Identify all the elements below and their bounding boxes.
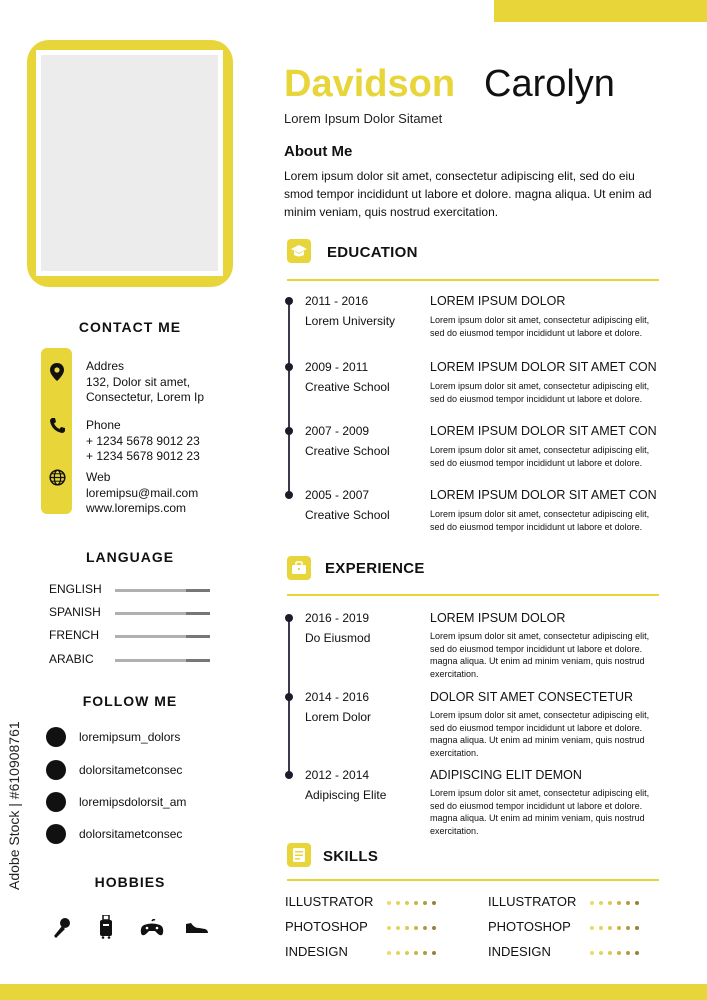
social-handle: dolorsitametconsec: [79, 827, 183, 841]
experience-description: Lorem ipsum dolor sit amet, consectetur adipiscing elit, sed do eiusmod tempor incididunt ut labore et dolore. magna aliqua. Ut enim ad minim veniam, quis nostrud exercitation.: [430, 788, 650, 836]
timeline-dot: [285, 693, 293, 701]
skill-dot: [599, 926, 603, 930]
skill-rating: [387, 951, 436, 955]
social-icon: [46, 760, 66, 780]
social-icon: [46, 727, 66, 747]
phone-icon: [48, 416, 66, 434]
experience-years: 2014 - 2016: [305, 690, 370, 704]
briefcase-icon: [287, 556, 311, 580]
skill-dot: [608, 901, 612, 905]
language-level-fill: [115, 659, 186, 662]
contact-heading: CONTACT ME: [78, 319, 182, 335]
education-rule: [287, 279, 659, 281]
skill-dot: [423, 951, 427, 955]
skills-notepad-icon: [287, 843, 311, 867]
experience-description: Lorem ipsum dolor sit amet, consectetur adipiscing elit, sed do eiusmod tempor incididunt ut labore et dolore. magna aliqua. Ut enim ad minim veniam, quis nostrud exercitation.: [430, 631, 650, 679]
skill-name: PHOTOSHOP: [285, 919, 368, 934]
skill-dot: [590, 901, 594, 905]
last-name: Carolyn: [484, 63, 615, 105]
language-level-bar: [115, 659, 210, 662]
language-level-end: [186, 612, 210, 615]
skill-dot: [617, 926, 621, 930]
language-level-end: [186, 635, 210, 638]
language-level-fill: [115, 612, 186, 615]
skill-dot: [414, 951, 418, 955]
timeline-dot: [285, 614, 293, 622]
about-heading: About Me: [284, 143, 353, 160]
graduation-cap-icon: [287, 239, 311, 263]
skill-dot: [635, 951, 639, 955]
skill-dot: [387, 926, 391, 930]
profile-photo-placeholder: [41, 55, 218, 271]
experience-title: ADIPISCING ELIT DEMON: [430, 768, 582, 782]
first-name: Davidson: [284, 63, 456, 105]
skill-rating: [590, 951, 639, 955]
location-pin-icon: [48, 363, 66, 381]
skill-dot: [396, 901, 400, 905]
hobbies-heading: HOBBIES: [94, 874, 166, 890]
experience-years: 2016 - 2019: [305, 611, 370, 625]
gamepad-icon: [140, 919, 164, 942]
skill-dot: [635, 926, 639, 930]
skill-rating: [590, 901, 639, 905]
skill-rating: [387, 901, 436, 905]
education-years: 2005 - 2007: [305, 488, 370, 502]
contact-line: + 1234 5678 9012 23: [86, 433, 200, 448]
education-title: LOREM IPSUM DOLOR SIT AMET CON: [430, 424, 657, 438]
education-title: LOREM IPSUM DOLOR: [430, 294, 566, 308]
education-heading: EDUCATION: [327, 244, 418, 261]
skill-dot: [608, 926, 612, 930]
skill-dot: [617, 901, 621, 905]
skill-rating: [387, 926, 436, 930]
skill-dot: [405, 951, 409, 955]
job-subtitle: Lorem Ipsum Dolor Sitamet: [284, 111, 443, 126]
skill-dot: [590, 926, 594, 930]
skill-name: ILLUSTRATOR: [285, 894, 374, 909]
experience-company: Adipiscing Elite: [305, 788, 387, 802]
contact-line: Phone: [86, 418, 121, 432]
stock-watermark: Adobe Stock | #610908761: [6, 721, 22, 890]
timeline-dot: [285, 297, 293, 305]
skill-dot: [599, 901, 603, 905]
experience-title: DOLOR SIT AMET CONSECTETUR: [430, 690, 634, 704]
bottom-accent-bar: [0, 984, 707, 1000]
skill-dot: [396, 926, 400, 930]
microphone-icon: [52, 917, 72, 944]
contact-line: Consectetur, Lorem Ip: [86, 390, 205, 404]
skill-dot: [423, 926, 427, 930]
contact-line: Web: [86, 470, 111, 484]
about-text: Lorem ipsum dolor sit amet, consectetur adipiscing elit, sed do eiu smod tempor incididunt ut labore et dolore. magna aliqua. Ut enim ad minim veniam, quis nostrud exercitation.: [284, 169, 652, 219]
language-level-bar: [115, 612, 210, 615]
education-institution: Creative School: [305, 508, 390, 522]
timeline-dot: [285, 491, 293, 499]
top-accent-bar: [494, 0, 707, 22]
education-years: 2011 - 2016: [305, 294, 369, 308]
education-years: 2009 - 2011: [305, 360, 369, 374]
skill-dot: [608, 951, 612, 955]
follow-heading: FOLLOW ME: [82, 693, 178, 709]
timeline-dot: [285, 363, 293, 371]
skill-dot: [414, 926, 418, 930]
skill-dot: [626, 926, 630, 930]
globe-icon: [48, 468, 66, 486]
skills-rule: [287, 879, 659, 881]
skill-dot: [432, 901, 436, 905]
skill-name: INDESIGN: [488, 944, 551, 959]
contact-line: www.loremips.com: [86, 501, 187, 515]
social-handle: dolorsitametconsec: [79, 763, 183, 777]
skill-rating: [590, 926, 639, 930]
timeline-dot: [285, 427, 293, 435]
contact-line: + 1234 5678 9012 23: [86, 449, 200, 463]
education-title: LOREM IPSUM DOLOR SIT AMET CON: [430, 360, 657, 374]
education-description: Lorem ipsum dolor sit amet, consectetur adipiscing elit, sed do eiusmod tempor incididunt ut labore et dolore.: [430, 445, 650, 468]
language-level-bar: [115, 589, 210, 592]
experience-heading: EXPERIENCE: [325, 560, 425, 577]
language-level-end: [186, 659, 210, 662]
skill-dot: [432, 926, 436, 930]
education-institution: Lorem University: [305, 314, 396, 328]
sneaker-icon: [185, 921, 209, 942]
experience-company: Do Eiusmod: [305, 631, 371, 645]
experience-title: LOREM IPSUM DOLOR: [430, 611, 566, 625]
experience-company: Lorem Dolor: [305, 710, 372, 724]
language-name: ENGLISH: [49, 582, 102, 596]
skill-dot: [599, 951, 603, 955]
language-level-bar: [115, 635, 210, 638]
experience-description: Lorem ipsum dolor sit amet, consectetur adipiscing elit, sed do eiusmod tempor incididunt ut labore et dolore. magna aliqua. Ut enim ad minim veniam, quis nostrud exercitation.: [430, 710, 650, 758]
education-institution: Creative School: [305, 444, 390, 458]
skills-heading: SKILLS: [323, 848, 379, 865]
social-handle: loremipsum_dolors: [79, 730, 181, 744]
skill-name: ILLUSTRATOR: [488, 894, 577, 909]
timeline-dot: [285, 771, 293, 779]
education-title: LOREM IPSUM DOLOR SIT AMET CON: [430, 488, 657, 502]
contact-line: 132, Dolor sit amet,: [86, 374, 191, 389]
skill-dot: [635, 901, 639, 905]
education-description: Lorem ipsum dolor sit amet, consectetur adipiscing elit, sed do eiusmod tempor incididunt ut labore et dolore.: [430, 381, 650, 404]
social-handle: loremipsdolorsit_am: [79, 795, 187, 809]
contact-line: Addres: [86, 359, 125, 373]
skill-dot: [405, 901, 409, 905]
skill-dot: [617, 951, 621, 955]
skill-dot: [387, 901, 391, 905]
luggage-icon: [99, 915, 113, 944]
skill-dot: [432, 951, 436, 955]
skill-dot: [414, 901, 418, 905]
language-name: ARABIC: [49, 652, 94, 666]
skill-name: INDESIGN: [285, 944, 348, 959]
skill-dot: [590, 951, 594, 955]
skill-dot: [626, 901, 630, 905]
social-icon: [46, 824, 66, 844]
language-name: FRENCH: [49, 628, 99, 642]
skill-dot: [396, 951, 400, 955]
experience-years: 2012 - 2014: [305, 768, 370, 782]
skill-dot: [387, 951, 391, 955]
skill-dot: [626, 951, 630, 955]
skill-name: PHOTOSHOP: [488, 919, 571, 934]
education-description: Lorem ipsum dolor sit amet, consectetur adipiscing elit, sed do eiusmod tempor incididunt ut labore et dolore.: [430, 509, 650, 532]
education-description: Lorem ipsum dolor sit amet, consectetur adipiscing elit, sed do eiusmod tempor incididunt ut labore et dolore.: [430, 315, 650, 338]
social-icon: [46, 792, 66, 812]
language-level-fill: [115, 589, 186, 592]
skill-dot: [405, 926, 409, 930]
education-institution: Creative School: [305, 380, 390, 394]
experience-rule: [287, 594, 659, 596]
language-name: SPANISH: [49, 605, 101, 619]
education-timeline: [288, 300, 290, 497]
education-years: 2007 - 2009: [305, 424, 370, 438]
language-level-end: [186, 589, 210, 592]
skill-dot: [423, 901, 427, 905]
language-heading: LANGUAGE: [85, 549, 175, 565]
contact-line: loremipsu@mail.com: [86, 485, 199, 500]
language-level-fill: [115, 635, 186, 638]
